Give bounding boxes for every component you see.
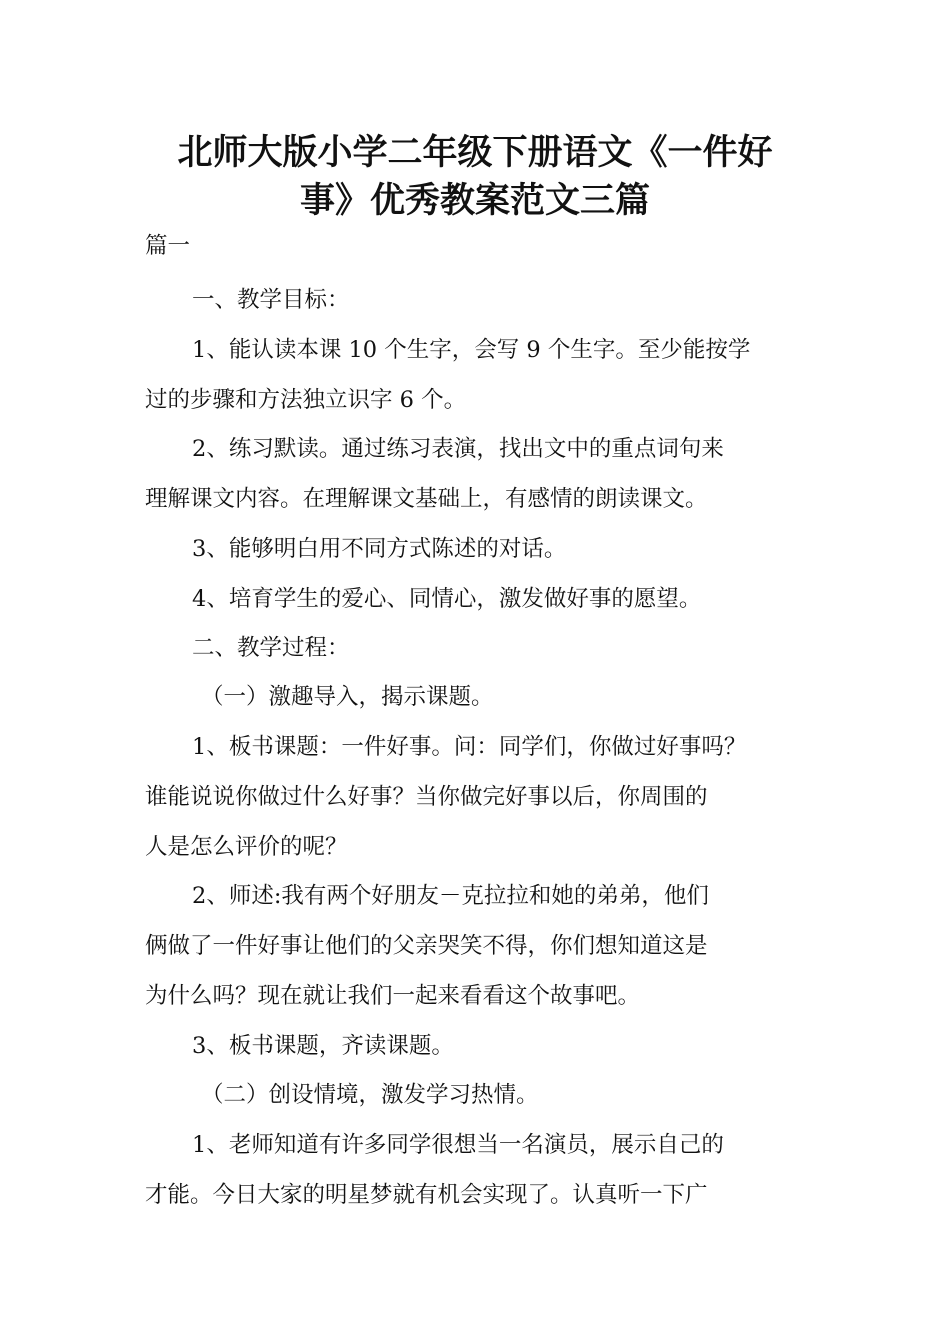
document-title-line-1: 北师大版小学二年级下册语文《一件好 — [177, 133, 773, 173]
paragraph — [145, 325, 835, 425]
paragraph-line: 俩做了一件好事让他们的父亲哭笑不得，你们想知道这是 — [145, 933, 708, 959]
paragraph-line: 4、培育学生的爱心、同情心，激发做好事的愿望。 — [192, 586, 702, 612]
paragraph-line: 1、板书课题：一件好事。问：同学们，你做过好事吗？ — [192, 734, 747, 760]
section-heading — [145, 221, 835, 271]
paragraph — [145, 871, 835, 1021]
paragraph-line: 理解课文内容。在理解课文基础上，有感情的朗读课文。 — [145, 486, 708, 512]
paragraph-line: 过的步骤和方法独立识字 6 个。 — [145, 387, 467, 413]
paragraph-line: 篇一 — [145, 233, 191, 259]
paragraph — [145, 1021, 835, 1071]
paragraph-line: （二）创设情境，激发学习热情。 — [201, 1082, 539, 1108]
paragraph — [145, 672, 835, 722]
paragraph — [145, 424, 835, 524]
paragraph — [145, 1120, 835, 1220]
paragraph-line: 1、老师知道有许多同学很想当一名演员，展示自己的 — [192, 1132, 724, 1158]
paragraph-line: 3、板书课题，齐读课题。 — [192, 1033, 454, 1059]
paragraph-line: 为什么吗？现在就让我们一起来看看这个故事吧。 — [145, 983, 641, 1009]
paragraph-line: 谁能说说你做过什么好事？当你做完好事以后，你周围的 — [145, 784, 708, 810]
paragraph — [145, 275, 835, 325]
paragraph-line: 才能。今日大家的明星梦就有机会实现了。认真听一下广 — [145, 1182, 708, 1208]
paragraph-line: （一）激趣导入，揭示课题。 — [201, 684, 494, 710]
paragraph-line: 一、教学目标： — [192, 287, 350, 313]
paragraph-line: 2、练习默读。通过练习表演，找出文中的重点词句来 — [192, 436, 724, 462]
paragraph — [145, 574, 835, 624]
document-title-line-2: 事》优秀教案范文三篇 — [299, 181, 650, 221]
paragraph-line: 2、师述:我有两个好朋友－克拉拉和她的弟弟，他们 — [192, 883, 709, 909]
paragraph — [145, 623, 835, 673]
paragraph-line: 3、能够明白用不同方式陈述的对话。 — [192, 536, 567, 562]
paragraph-line: 1、能认读本课 10 个生字，会写 9 个生字。至少能按学 — [192, 337, 751, 363]
paragraph-line: 二、教学过程： — [192, 635, 350, 661]
paragraph-line: 人是怎么评价的呢？ — [145, 834, 348, 860]
paragraph — [145, 524, 835, 574]
paragraph — [145, 722, 835, 872]
paragraph — [145, 1070, 835, 1120]
